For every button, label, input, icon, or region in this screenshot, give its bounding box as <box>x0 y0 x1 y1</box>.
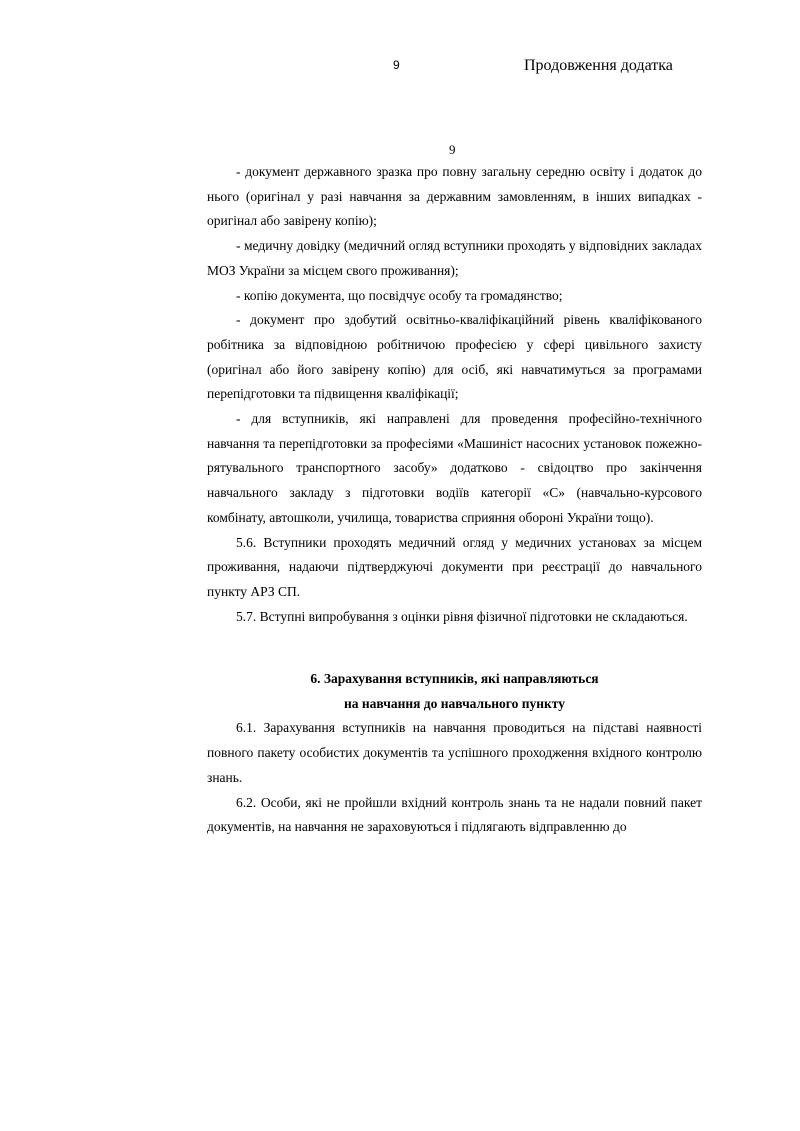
paragraph-6-2: 6.2. Особи, які не пройшли вхідний контроль знань та не надали повний пакет документів, на навчання не зараховуються і підлягають відправленню до <box>207 794 702 835</box>
section-6-heading-line-1: 6. Зарахування вступників, які направляються <box>310 671 599 687</box>
paragraph-6-1: 6.1. Зарахування вступників на навчання проводиться на підставі наявності повного пакету особистих документів та успішного проходження вхідного контролю знань. <box>207 720 702 785</box>
paragraph-5-6: 5.6. Вступники проходять медичний огляд у медичних установах за місцем проживання, надаючи підтверджуючі документи при реєстрації до навчального пункту АРЗ СП. <box>207 534 702 599</box>
paragraph-qualification-document: - документ про здобутий освітньо-кваліфікаційний рівень кваліфікованого робітника за відповідною робітничою професією у сфері цивільного захисту (оригінал або його завірену копію) для осіб, які навчатимуться за програмами перепідготовки та підвищення кваліфікації; <box>207 312 702 402</box>
paragraph-medical-certificate: - медичну довідку (медичний огляд вступники проходять у відповідних закладах МОЗ України за місцем свого проживання); <box>207 238 702 278</box>
paragraph-5-7: 5.7. Вступні випробування з оцінки рівня фізичної підготовки не складаються. <box>236 608 688 624</box>
top-page-number: 9 <box>393 58 400 72</box>
paragraph-school-certificate: - документ державного зразка про повну загальну середню освіту і додаток до нього (оригінал у разі навчання за державним замовленням, в інших випадках - оригінал або завірену копію); <box>207 164 702 229</box>
paragraph-identity-copy: - копію документа, що посвідчує особу та громадянство; <box>236 287 563 303</box>
section-6-heading <box>207 654 702 716</box>
section-6-heading-line-2: на навчання до навчального пункту <box>344 695 565 711</box>
document-body <box>207 160 702 840</box>
paragraph-driver-certificate: - для вступників, які направлені для проведення професійно-технічного навчання та перепідготовки за професіями «Машиніст насосних установок пожежно-рятувального транспортного засобу» додатково - свідоцтво про закінчення навчального закладу з підготовки водіїв категорії «С» (навчально-курсового комбінату, автошколи, училища, товариства сприяння обороні України тощо). <box>207 411 702 525</box>
continuation-label: Продовження додатка <box>524 57 673 74</box>
inner-page-number: 9 <box>449 142 456 157</box>
